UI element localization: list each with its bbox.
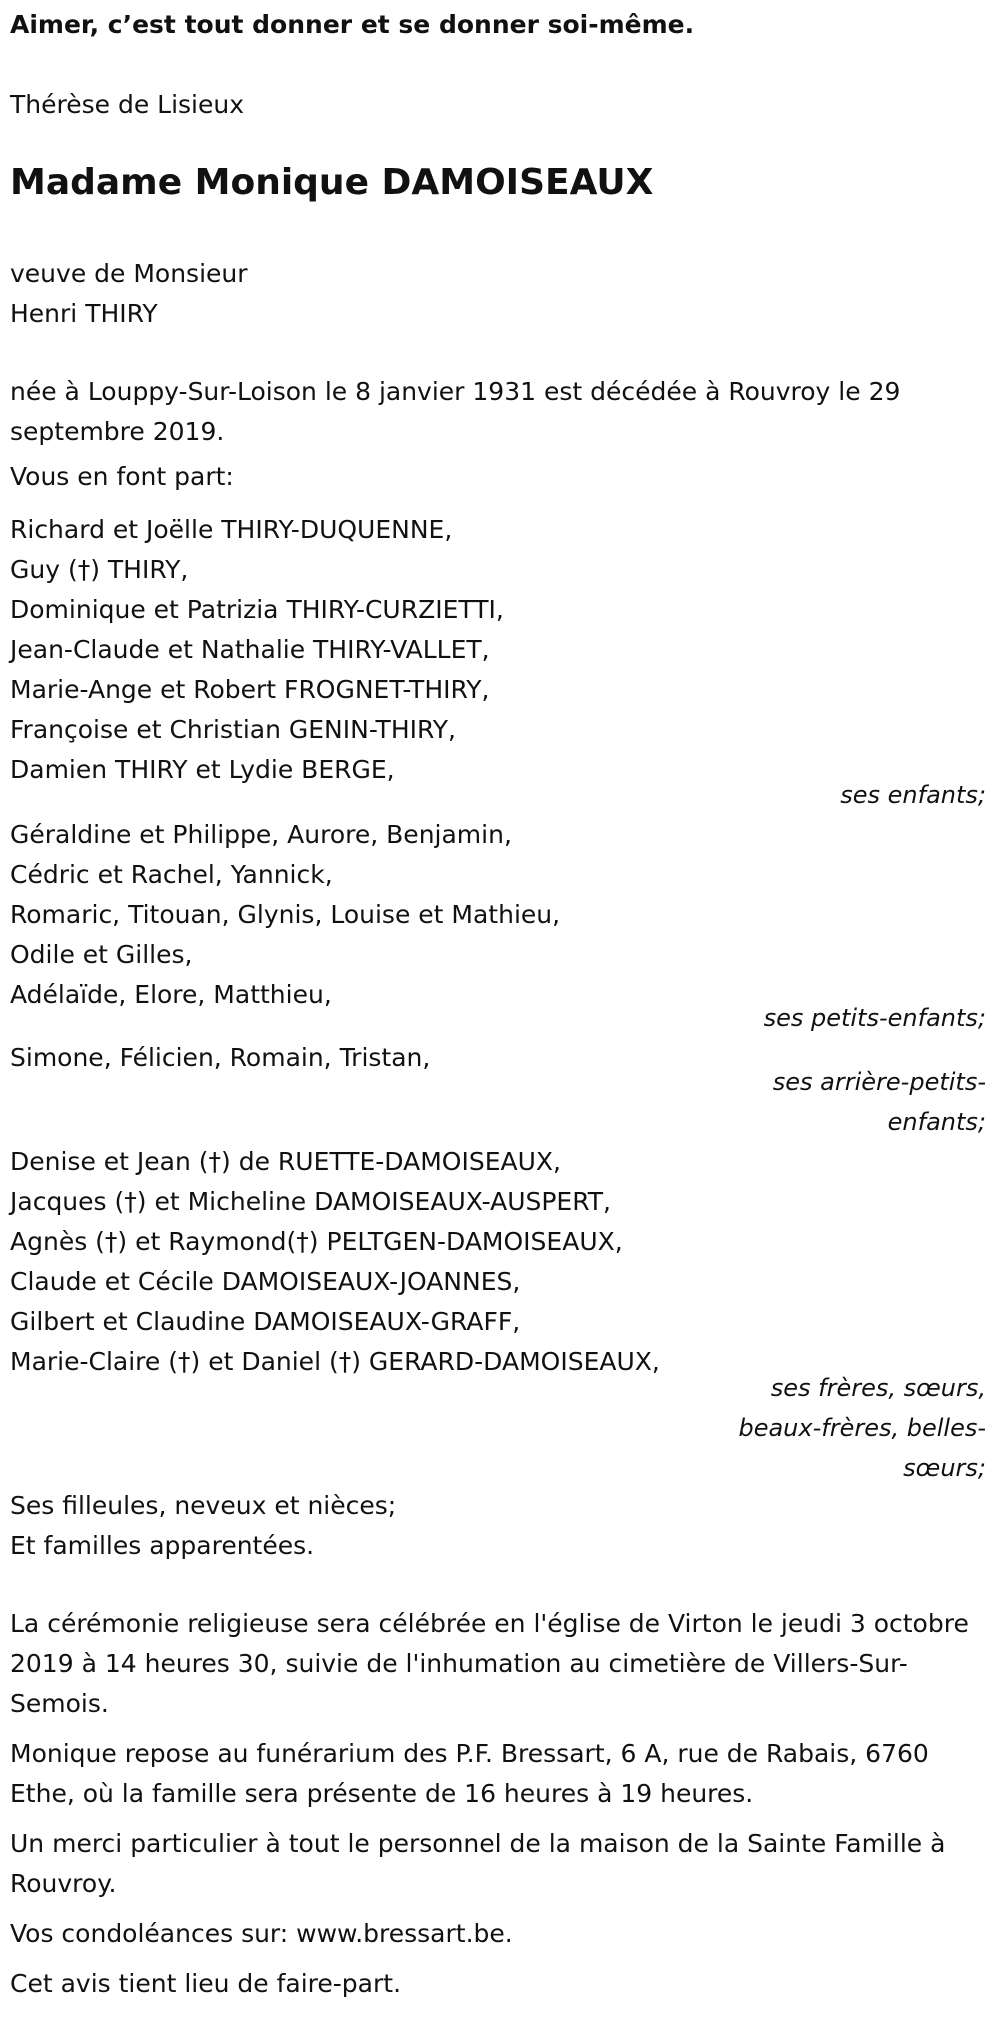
family-line: Dominique et Patrizia THIRY-CURZIETTI, <box>10 595 504 624</box>
family-line: Claude et Cécile DAMOISEAUX-JOANNES, <box>10 1267 521 1296</box>
repose-details: Monique repose au funérarium des P.F. Bressart, 6 A, rue de Rabais, 6760 Ethe, où la famille sera présente de 16 heures à 19 heures. <box>10 1739 929 1808</box>
family-line: Simone, Félicien, Romain, Tristan, <box>10 1043 431 1072</box>
children-list <box>10 510 986 790</box>
announce-heading: Vous en font part: <box>10 462 234 491</box>
role-line: ses frères, sœurs, <box>770 1374 986 1402</box>
other-relatives-line: Et familles apparentées. <box>10 1531 315 1560</box>
epigraph-author: Thérèse de Lisieux <box>10 90 245 119</box>
family-line: Gilbert et Claudine DAMOISEAUX-GRAFF, <box>10 1307 521 1336</box>
widow-line-2: Henri THIRY <box>10 299 158 328</box>
ceremony-details: La cérémonie religieuse sera célébrée en l'église de Virton le jeudi 3 octobre 2019 à 14 heures 30, suivie de l'inhumation au cimetière de Villers-Sur-Semois. <box>10 1609 969 1718</box>
role-line: sœurs; <box>903 1454 986 1482</box>
family-line: Cédric et Rachel, Yannick, <box>10 860 333 889</box>
role-line: ses arrière-petits- <box>772 1068 986 1096</box>
other-relatives <box>10 1486 986 1566</box>
birth-death-statement: née à Louppy-Sur-Loison le 8 janvier 1931 est décédée à Rouvroy le 29 septembre 2019. <box>10 377 901 446</box>
family-line: Romaric, Titouan, Glynis, Louise et Mathieu, <box>10 900 561 929</box>
epigraph-quote: Aimer, c’est tout donner et se donner soi-même. <box>10 10 695 39</box>
family-line: Françoise et Christian GENIN-THIRY, <box>10 715 456 744</box>
family-line: Denise et Jean (†) de RUETTE-DAMOISEAUX, <box>10 1147 561 1176</box>
deceased-name: Madame Monique DAMOISEAUX <box>10 162 654 203</box>
family-line: Jacques (†) et Micheline DAMOISEAUX-AUSPERT, <box>10 1187 612 1216</box>
family-line: Marie-Claire (†) et Daniel (†) GERARD-DAMOISEAUX, <box>10 1347 660 1376</box>
children-role: ses enfants; <box>840 781 986 809</box>
condolences-note: Vos condoléances sur: www.bressart.be. <box>10 1919 513 1948</box>
family-line: Jean-Claude et Nathalie THIRY-VALLET, <box>10 635 490 664</box>
family-line: Odile et Gilles, <box>10 940 193 969</box>
role-line: enfants; <box>887 1108 986 1136</box>
other-relatives-line: Ses filleules, neveux et nièces; <box>10 1491 397 1520</box>
grandchildren-role: ses petits-enfants; <box>763 1004 986 1032</box>
family-line: Marie-Ange et Robert FROGNET-THIRY, <box>10 675 490 704</box>
family-line: Adélaïde, Elore, Matthieu, <box>10 980 332 1009</box>
widow-line-1: veuve de Monsieur <box>10 259 248 288</box>
widow-statement <box>10 254 248 334</box>
closing-note: Cet avis tient lieu de faire-part. <box>10 1969 402 1998</box>
family-line: Guy (†) THIRY, <box>10 555 189 584</box>
thanks-note: Un merci particulier à tout le personnel de la maison de la Sainte Famille à Rouvroy. <box>10 1829 946 1898</box>
family-line: Richard et Joëlle THIRY-DUQUENNE, <box>10 515 453 544</box>
family-line: Géraldine et Philippe, Aurore, Benjamin, <box>10 820 512 849</box>
great-grandchildren-role <box>726 1062 986 1142</box>
siblings-role <box>726 1368 986 1488</box>
grandchildren-list <box>10 815 986 1015</box>
family-line: Damien THIRY et Lydie BERGE, <box>10 755 395 784</box>
family-line: Agnès (†) et Raymond(†) PELTGEN-DAMOISEAUX, <box>10 1227 623 1256</box>
siblings-list <box>10 1142 986 1382</box>
role-line: beaux-frères, belles- <box>738 1414 986 1442</box>
